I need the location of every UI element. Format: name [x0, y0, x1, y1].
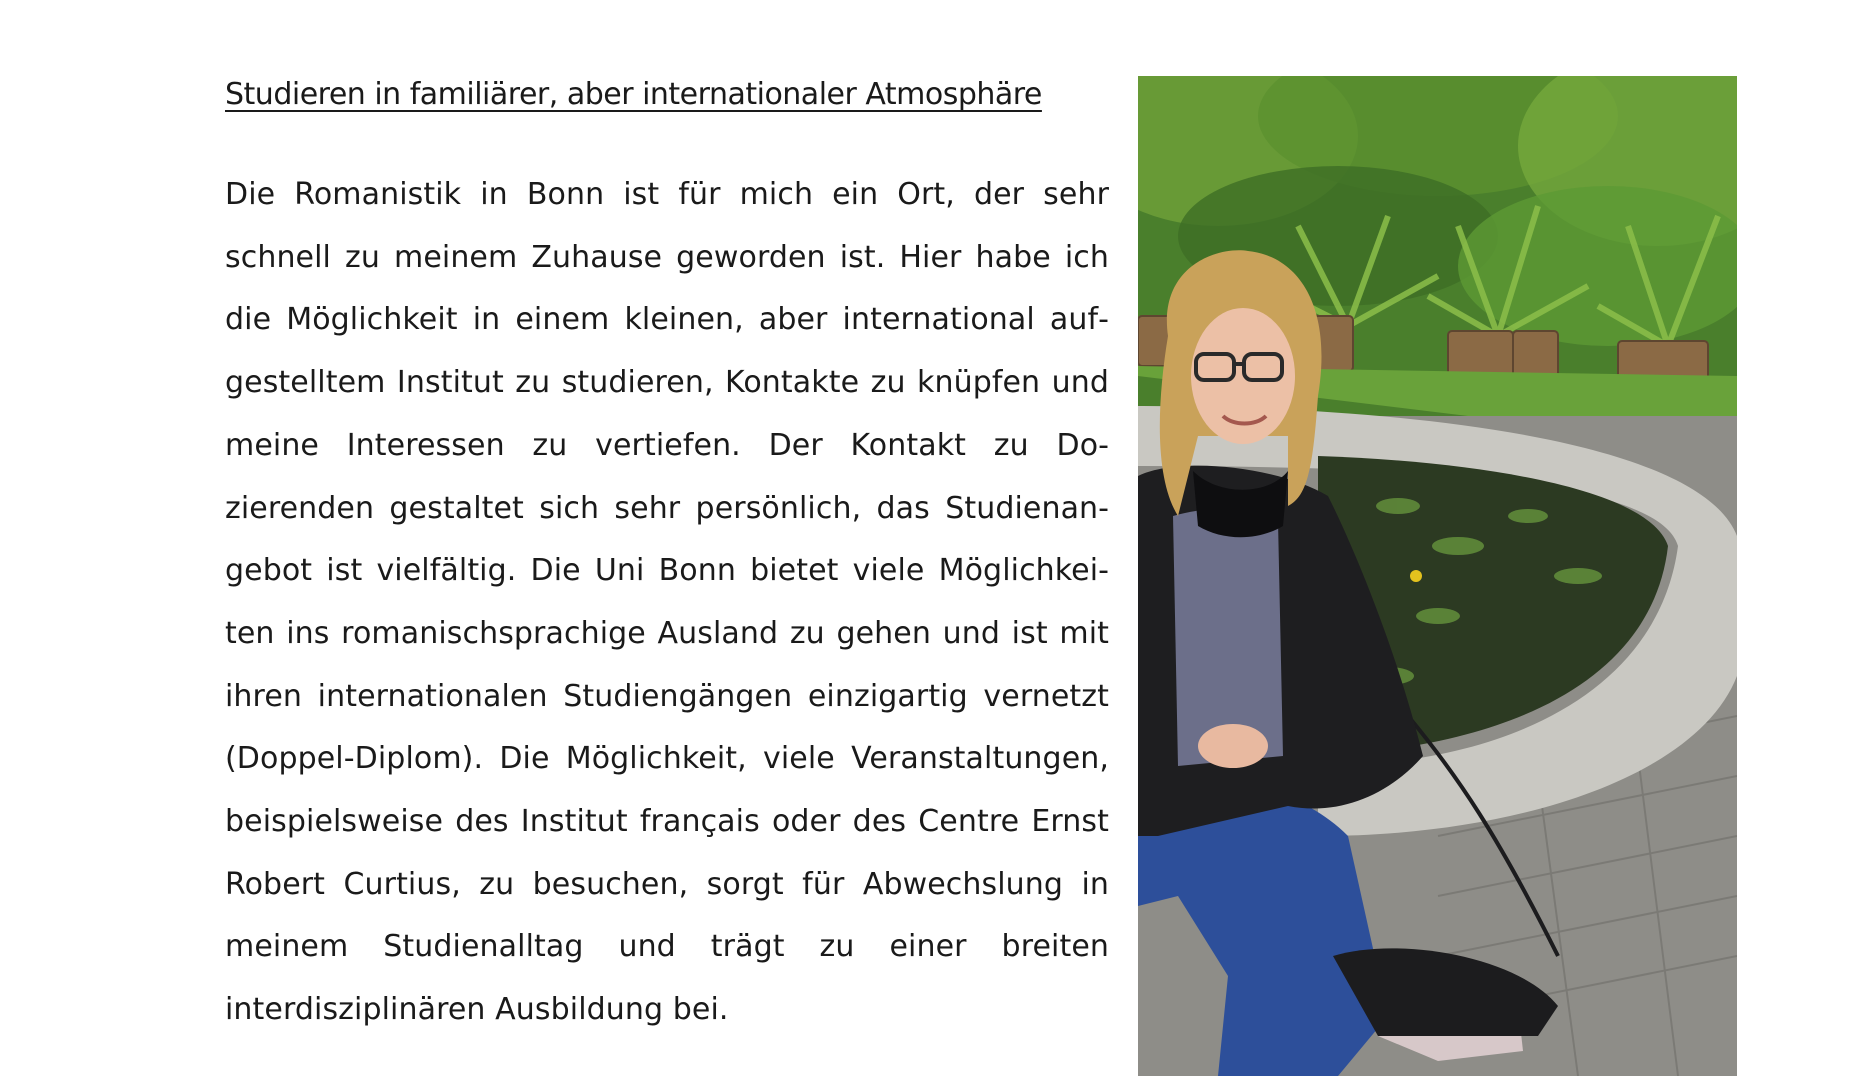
- portrait-illustration: [1138, 76, 1737, 1076]
- hand: [1198, 724, 1268, 768]
- body-paragraph: Die Romanistik in Bonn ist für mich ein Ort, der sehr schnell zu meinem Zuhause geworden ist. Hier habe ich die Möglichkeit in einem kleinen, aber international aufgestelltem Institut zu studieren, Kontakte zu knüpfen und meine Interessen zu vertiefen. Der Kontakt zu Dozierenden gestaltet sich sehr persönlich, das Studienangebot ist vielfältig. Die Uni Bonn bietet viele Möglichkeiten ins romanischsprachige Ausland zu gehen und ist mit ihren internationalen Studiengängen einzigartig vernetzt (Doppel-Diplom). Die Möglichkeit, viele Veranstaltungen, beispielsweise des Institut français oder des Centre Ernst Robert Curtius, zu besuchen, sorgt für Abwechslung in meinem Studienalltag und trägt zu einer breiten interdisziplinären Ausbildung bei.: [225, 177, 1109, 1028]
- portrait-photo: [1138, 76, 1737, 1076]
- text-column: [225, 70, 1109, 1042]
- section-heading: Studieren in familiärer, aber internationaler Atmosphäre: [225, 77, 1042, 112]
